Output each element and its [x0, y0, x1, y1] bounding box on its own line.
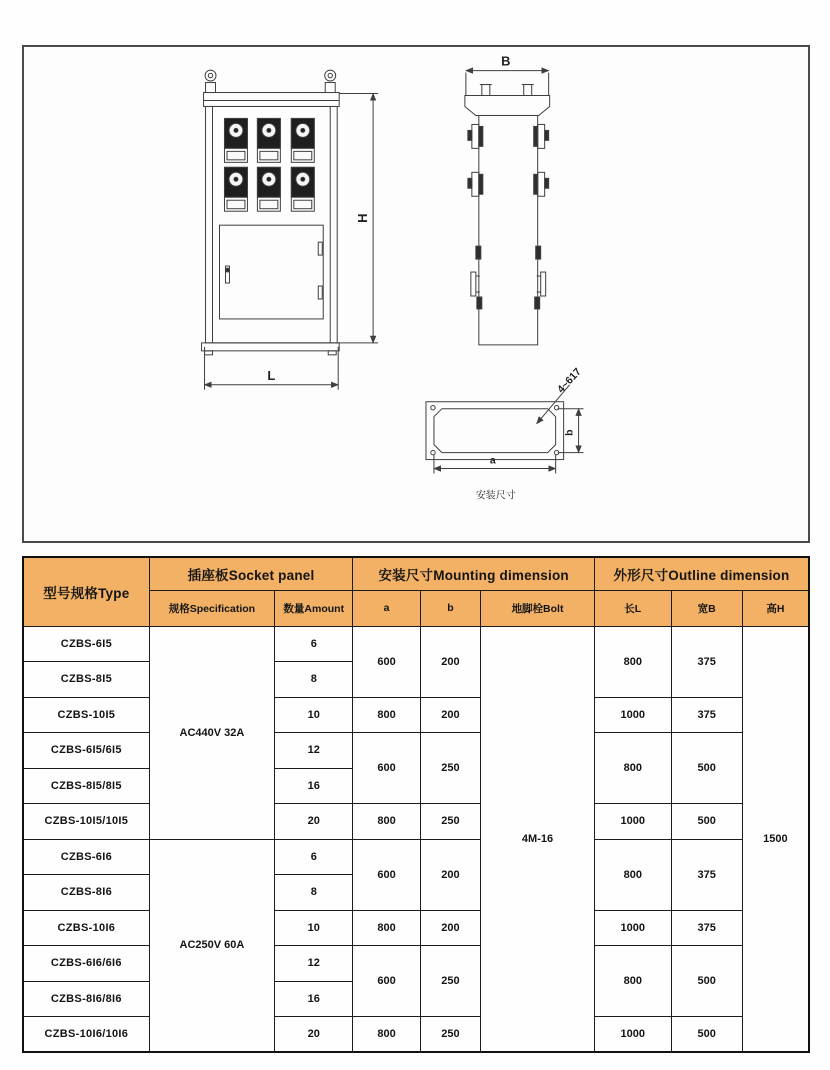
cell-type: CZBS-8I5/8I5: [23, 768, 149, 804]
table-row: [23, 733, 809, 769]
cell-type: CZBS-10I6: [23, 910, 149, 946]
subheader-amount: 数量Amount: [275, 590, 353, 626]
cell-amount: 12: [275, 946, 353, 982]
dimension-a: [434, 455, 556, 474]
hinge-icon: [318, 242, 322, 255]
dim-label-b: b: [564, 429, 576, 436]
side-socket-icon: [468, 124, 549, 148]
subheader-specification: 规格Specification: [149, 590, 274, 626]
subheader-B: 宽B: [671, 590, 742, 626]
cell-L: 800: [594, 946, 671, 1017]
table-row: [23, 839, 809, 875]
dimension-B: [466, 54, 549, 96]
cell-bolt: 4M-16: [481, 626, 595, 1052]
table-row: [23, 1017, 809, 1053]
side-hinge-icon: [471, 272, 546, 309]
header-mounting-dimension: 安装尺寸Mounting dimension: [353, 557, 595, 590]
cell-b: 200: [420, 697, 480, 733]
cell-a: 800: [353, 1017, 420, 1053]
cell-H: 1500: [742, 626, 809, 1052]
cell-b: 200: [420, 626, 480, 697]
cell-B: 500: [671, 804, 742, 840]
subheader-L: 长L: [594, 590, 671, 626]
cell-type: CZBS-8I5: [23, 662, 149, 698]
cell-a: 800: [353, 910, 420, 946]
cell-b: 250: [420, 946, 480, 1017]
cell-type: CZBS-8I6/8I6: [23, 981, 149, 1017]
cell-type: CZBS-10I5/10I5: [23, 804, 149, 840]
table-row: [23, 804, 809, 840]
side-socket-icon: [468, 172, 549, 196]
cell-amount: 16: [275, 981, 353, 1017]
cell-b: 250: [420, 1017, 480, 1053]
dim-label-B: B: [501, 53, 511, 69]
cell-a: 600: [353, 626, 420, 697]
cell-b: 250: [420, 804, 480, 840]
cell-B: 375: [671, 910, 742, 946]
dimension-b: [558, 409, 584, 453]
cell-a: 800: [353, 697, 420, 733]
cell-L: 800: [594, 839, 671, 910]
mounting-view: [426, 366, 584, 501]
cell-amount: 20: [275, 804, 353, 840]
dim-label-L: L: [267, 367, 276, 383]
table-row: [23, 626, 809, 662]
subheader-bolt: 地脚栓Bolt: [481, 590, 595, 626]
mounting-view-caption: 安装尺寸: [475, 490, 516, 502]
dimension-H: [337, 94, 378, 343]
cell-amount: 20: [275, 1017, 353, 1053]
cell-L: 800: [594, 626, 671, 697]
cell-b: 250: [420, 733, 480, 804]
cell-type: CZBS-8I6: [23, 875, 149, 911]
header-socket-panel: 插座板Socket panel: [149, 557, 353, 590]
cell-amount: 12: [275, 733, 353, 769]
cell-type: CZBS-6I5: [23, 626, 149, 662]
cell-L: 1000: [594, 697, 671, 733]
cell-type: CZBS-6I5/6I5: [23, 733, 149, 769]
side-view: [465, 54, 550, 345]
header-type: 型号规格Type: [23, 557, 149, 626]
eyebolt-icon: [325, 70, 336, 81]
technical-drawing: [24, 47, 808, 541]
header-outline-dimension: 外形尺寸Outline dimension: [594, 557, 809, 590]
cell-B: 375: [671, 697, 742, 733]
holes-callout-label: 4~617: [555, 366, 584, 396]
hinge-icon: [318, 286, 322, 299]
cell-L: 1000: [594, 1017, 671, 1053]
cell-amount: 6: [275, 839, 353, 875]
cell-a: 600: [353, 946, 420, 1017]
subheader-b: b: [420, 590, 480, 626]
cell-L: 1000: [594, 910, 671, 946]
table-row: [23, 946, 809, 982]
cell-a: 600: [353, 733, 420, 804]
cell-type: CZBS-10I6/10I6: [23, 1017, 149, 1053]
cell-B: 500: [671, 946, 742, 1017]
front-view: [202, 70, 379, 390]
cell-amount: 8: [275, 662, 353, 698]
subheader-H: 高H: [742, 590, 809, 626]
cell-L: 800: [594, 733, 671, 804]
spec-table-wrap: [22, 556, 810, 1053]
cell-B: 500: [671, 1017, 742, 1053]
mounting-hole-icon: [554, 406, 558, 410]
cell-type: CZBS-6I6/6I6: [23, 946, 149, 982]
cell-type: CZBS-10I5: [23, 697, 149, 733]
table-row: [23, 697, 809, 733]
cell-b: 200: [420, 910, 480, 946]
cell-amount: 8: [275, 875, 353, 911]
cell-amount: 16: [275, 768, 353, 804]
mounting-hole-icon: [431, 450, 435, 454]
cell-spec: AC440V 32A: [149, 626, 274, 839]
dimension-L: [205, 347, 339, 390]
cell-b: 200: [420, 839, 480, 910]
eyebolt-icon: [205, 70, 216, 81]
cell-amount: 10: [275, 697, 353, 733]
dim-label-a: a: [489, 455, 496, 467]
cell-type: CZBS-6I6: [23, 839, 149, 875]
cell-L: 1000: [594, 804, 671, 840]
cell-spec: AC250V 60A: [149, 839, 274, 1052]
subheader-a: a: [353, 590, 420, 626]
cell-amount: 6: [275, 626, 353, 662]
cell-a: 800: [353, 804, 420, 840]
dim-label-H: H: [355, 213, 371, 223]
drawing-frame: [22, 45, 810, 543]
cell-amount: 10: [275, 910, 353, 946]
cell-a: 600: [353, 839, 420, 910]
cell-B: 500: [671, 733, 742, 804]
socket-panels: [224, 118, 314, 211]
cell-B: 375: [671, 626, 742, 697]
table-row: [23, 910, 809, 946]
cabinet-door: [220, 225, 324, 319]
spec-table: [22, 556, 810, 1053]
cell-B: 375: [671, 839, 742, 910]
mounting-hole-icon: [431, 406, 435, 410]
